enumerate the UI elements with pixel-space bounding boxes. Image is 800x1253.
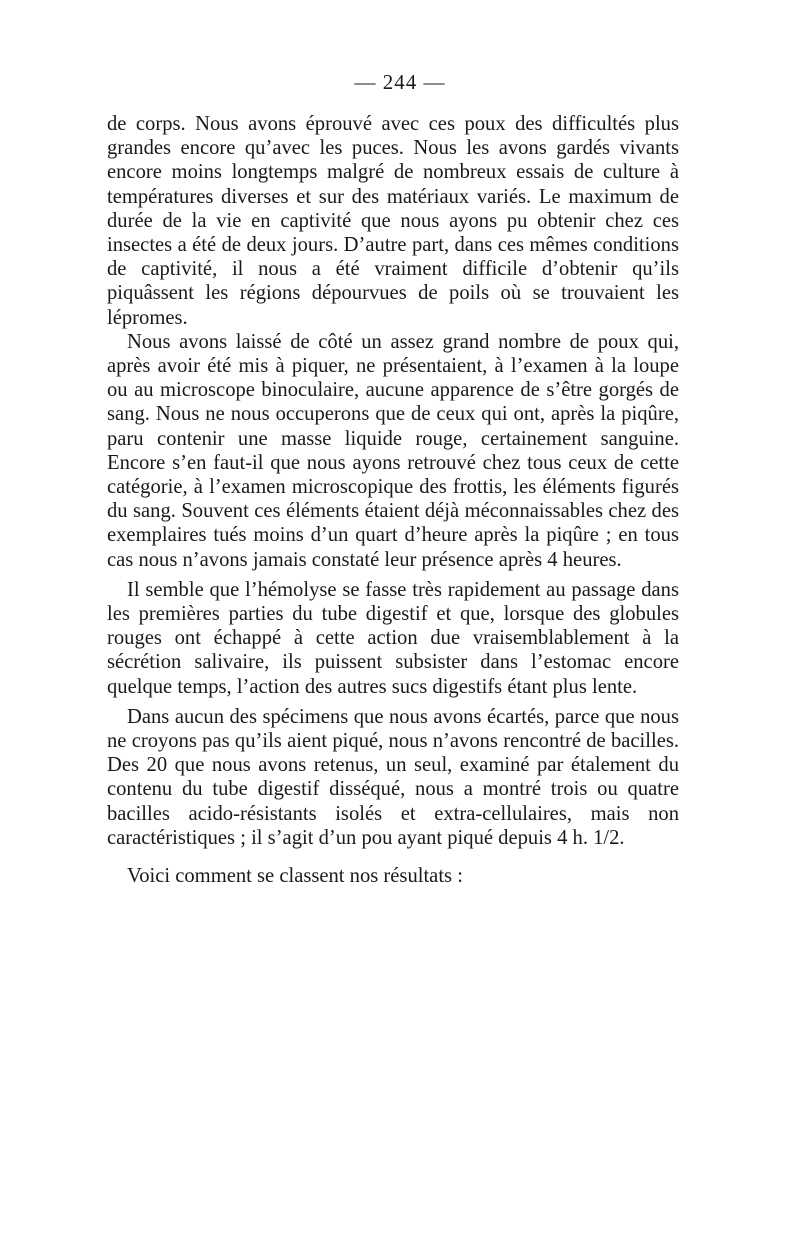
- paragraph-5: Voici comment se classent nos résultats :: [127, 865, 463, 888]
- paragraph-3: Il semble que l’hémolyse se fasse très rapidement au passage dans les premières parties du tube digestif et que, lorsque des globules rouges ont échappé à cette action due vraisemblablement à la sécrétion salivaire, ils puissent subsister dans l’estomac encore quelque temps, l’action des autres sucs digestifs étant plus lente.: [107, 578, 679, 698]
- page-number: — 244 —: [354, 70, 446, 94]
- paragraph-1: de corps. Nous avons éprouvé avec ces poux des difficultés plus grandes encore qu’avec les puces. Nous les avons gardés vivants encore moins longtemps malgré de nombreux essais de culture à températures diverses et sur des matériaux variés. Le maximum de durée de la vie en captivité que nous ayons pu obtenir chez ces insectes a été de deux jours. D’autre part, dans ces mêmes conditions de captivité, il nous a été vraiment difficile d’obtenir qu’ils piquâssent les régions dépourvues de poils où se trouvaient les lépromes.: [107, 113, 679, 329]
- body-text: [107, 112, 679, 888]
- paragraph-4: Dans aucun des spécimens que nous avons écartés, parce que nous ne croyons pas qu’ils aient piqué, nous n’avons rencontré de bacilles. Des 20 que nous avons retenus, un seul, examiné par étalement du contenu du tube digestif disséqué, nous a montré trois ou quatre bacilles acido-résistants isolés et extra-cellulaires, mais non caractéristiques ; il s’agit d’un pou ayant piqué depuis 4 h. 1/2.: [107, 705, 679, 849]
- paragraph-2: Nous avons laissé de côté un assez grand nombre de poux qui, après avoir été mis à piquer, ne présentaient, à l’examen à la loupe ou au microscope binoculaire, aucune apparence de s’être gorgés de sang. Nous ne nous occuperons que de ceux qui ont, après la piqûre, paru contenir une masse liquide rouge, certainement sanguine. Encore s’en faut-il que nous ayons retrouvé chez tous ceux de cette catégorie, à l’examen microscopique des frottis, les éléments figurés du sang. Souvent ces éléments étaient déjà méconnaissables chez des exemplaires tués moins d’un quart d’heure après la piqûre ; en tous cas nous n’avons jamais constaté leur présence après 4 heures.: [107, 330, 679, 571]
